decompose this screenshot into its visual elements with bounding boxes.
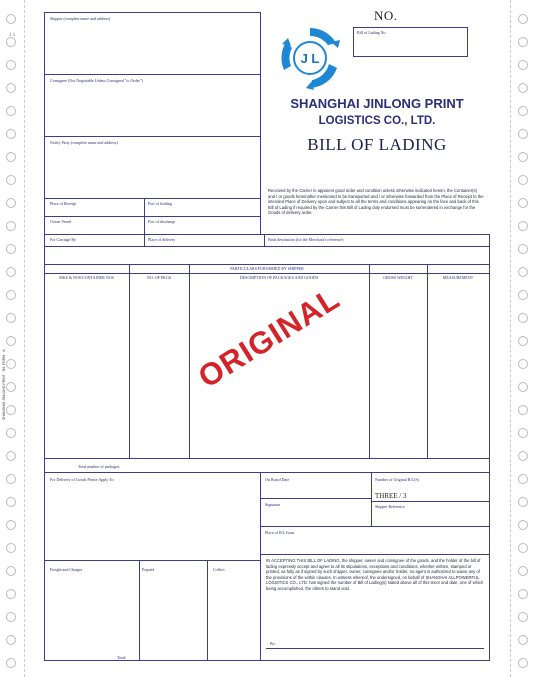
feed-hole [518,198,528,208]
corner-mark: 1 1 [9,33,16,38]
feed-hole [6,635,16,645]
consignee-label: Consignee (Not Negotiable Unless Consigned "to Order") [50,78,143,83]
column-packages: NO. OF PKGS [146,275,172,280]
feed-hole [6,37,16,47]
freight-charges-label: Freight and Charges [50,567,83,572]
feed-hole [518,106,528,116]
feed-hole [518,60,528,70]
feed-hole [518,83,528,93]
particulars-banner: PARTICULARS FURNISHED BY SHIPPER [230,266,304,271]
feed-hole [518,313,528,323]
feed-hole [6,566,16,576]
feed-hole [6,658,16,668]
place-of-delivery-label: Place of delivery [148,237,176,242]
document-number-label: NO. [374,8,398,23]
total-packages-label: Total number of packages [78,464,120,469]
feed-hole [518,520,528,530]
feed-hole [6,198,16,208]
ocean-vessel-label: Ocean Vessel [50,219,72,224]
feed-hole [6,405,16,415]
feed-hole [518,612,528,622]
final-destination-label: Final destination (for the Merchant's reference) [268,237,344,242]
prepaid-label: Prepaid [142,567,155,572]
shipper-reference-label: Shipper Reference [375,504,405,509]
feed-hole [6,244,16,254]
original-count-value: THREE / 3 [375,492,407,500]
for-delivery-label: For Delivery of Goods Please Apply To: [50,477,115,482]
bill-of-lading-number-box [353,27,468,57]
feed-hole [6,336,16,346]
logo-letters: J L [300,51,320,66]
accepting-clause: IN ACCEPTING THIS BILL OF LADING, the shipper, owner and consignee of the goods, and the holder of the bill of lading expressly accept and agree to all its stipulations, exceptions and conditions, whether written, stamped or printed, as fully as if signed by such shipper, owner, consignee and/or holder, no agent is authorized to waive any of the provisions of the within clauses. In witness whereof, the undersigned, on behalf of SHANGHAI ALLPOWERFUL LOGISTICS CO., LTD. has signed the number of Bill of Lading(s) stated above all of this tenor and date, one of which being accomplished, the others to stand void. [266,558,484,591]
feed-hole [6,290,16,300]
feed-hole [6,313,16,323]
column-measurement: MEASUREMENT [442,275,474,280]
feed-hole [518,175,528,185]
by-label: By: [270,641,276,646]
feed-hole [518,658,528,668]
feed-hole [518,152,528,162]
feed-hole [6,14,16,24]
total-label: Total: [117,655,127,660]
feed-hole [518,382,528,392]
number-of-original-label: Number of Original B/L(S) [375,477,419,482]
on-board-date-label: On Board Date [265,477,290,482]
feed-hole [6,382,16,392]
feed-hole [6,451,16,461]
feed-hole [518,267,528,277]
port-of-discharge-label: Port of discharge [148,219,176,224]
for-carriage-by-label: For Carriage By [50,237,76,242]
feed-hole [518,474,528,484]
feed-hole [6,221,16,231]
feed-hole [6,106,16,116]
feed-hole [6,589,16,599]
feed-hole [518,37,528,47]
feed-hole [6,543,16,553]
feed-hole [518,290,528,300]
signature-label: Signature [265,502,281,507]
feed-hole [518,244,528,254]
feed-hole [6,129,16,139]
right-perforation [510,0,511,677]
feed-hole [518,566,528,576]
column-description: DESCRIPTION OF PACKAGES AND GOODS [239,275,319,280]
feed-hole [518,589,528,599]
feed-hole [6,359,16,369]
margin-vertical-text: SHANGHAI JINLONG PRINT · B/L FORM · A [2,349,6,420]
shipper-label: Shipper (complete name and address) [50,16,111,21]
received-clause: Received by the Carrier in apparent good order and condition unless otherwise indicated herein, the Container(s) and / or goods hereinafter mentioned to be transported and / or otherwise forwarded from the Place of Receipt to the intended Place of Delivery upon and subject to all the terms and conditions appearing on the face and back of this Bill of Lading if required by the Carrier this Bill of Lading duly endorsed must be surrendered in exchange for the Goods of delivery order. [268,188,484,216]
collect-label: Collect [213,567,225,572]
left-tractor-feed [4,0,20,677]
original-stamp: ORIGINAL [192,280,346,395]
left-perforation [24,0,25,677]
feed-hole [6,428,16,438]
feed-hole [518,543,528,553]
feed-hole [518,405,528,415]
port-of-loading-label: Port of loading [148,201,172,206]
feed-hole [518,451,528,461]
feed-hole [6,83,16,93]
feed-hole [518,14,528,24]
column-marks: MKS & NOS/CONTAINER NOS [59,275,114,280]
column-gross-weight: GROSS WEIGHT [383,275,413,280]
company-name-line1: SHANGHAI JINLONG PRINT [290,96,464,111]
feed-hole [6,520,16,530]
company-name-line2: LOGISTICS CO., LTD. [318,115,436,127]
feed-hole [518,129,528,139]
feed-hole [518,635,528,645]
feed-hole [6,497,16,507]
notify-party-label: Notify Party (complete name and address) [50,140,118,145]
feed-hole [6,152,16,162]
document-title: BILL OF LADING [307,135,447,154]
feed-hole [6,175,16,185]
feed-hole [518,336,528,346]
place-of-issue-label: Place of B/L Issue [265,530,295,535]
feed-hole [6,474,16,484]
feed-hole [518,221,528,231]
feed-hole [518,497,528,507]
right-tractor-feed [516,0,532,677]
place-of-receipt-label: Place of Receipt [50,201,77,206]
bill-of-lading-number-label: Bill of Lading No. [357,30,387,35]
feed-hole [6,267,16,277]
feed-hole [518,359,528,369]
jinlong-logo-icon [276,24,344,92]
feed-hole [518,428,528,438]
feed-hole [6,612,16,622]
feed-hole [6,60,16,70]
